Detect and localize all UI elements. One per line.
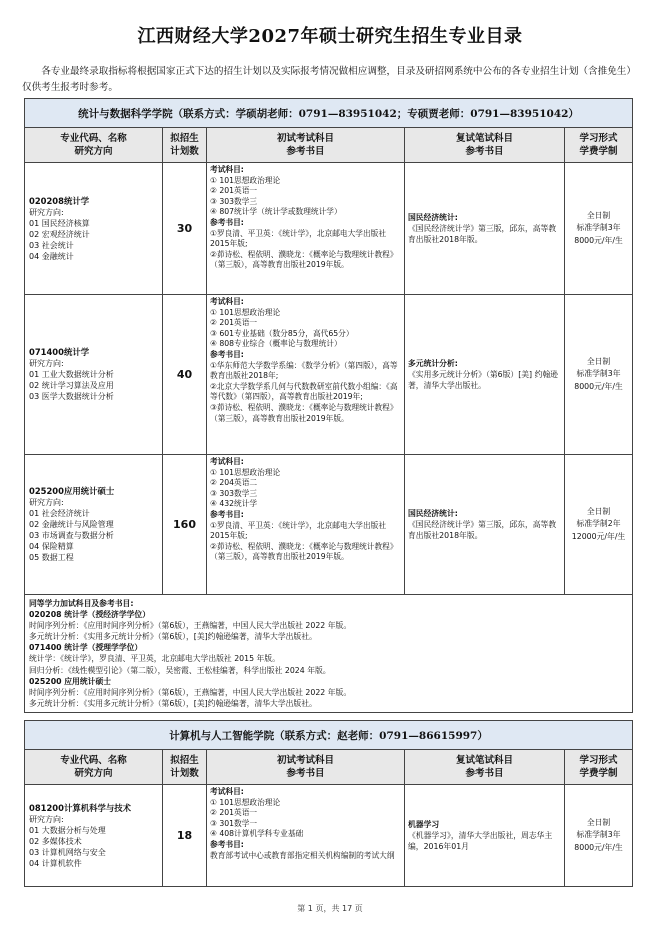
header-form: 学习形式 学费学制 [565,128,633,163]
table-row [25,295,633,455]
exam-cell: 考试科目: ① 101思想政治理论 ② 201英语一 ③ 601专业基础（数分85分，高代65分） ④ 808专业综合（概率论与数理统计） 参考书目: ①华东师范大学数学系编：《数学分析》（第四版），高等教育出版社2018年; ②北京大学数学系几何与代数教研室前代数小组编：《高等代数》（第四版），高等教育出版社2019年; ③茆诗松、程依明、濮晓龙：《概率论与数理统计教程》（第三版），高等教育出版社2019年版。 [207,295,405,455]
header-plan: 拟招生 计划数 [163,750,207,785]
exam-cell: 考试科目: ① 101思想政治理论 ② 204英语二 ③ 303数学三 ④ 432统计学 参考书目: ①罗良清、平卫英：《统计学》，北京邮电大学出版社2015年版; ②茆诗松、程依明、濮晓龙：《概率论与数理统计教程》（第三版），高等教育出版社2019年版。 [207,455,405,595]
header-exam: 初试考试科目 参考书目 [207,750,405,785]
equivalent-notes: 同等学力加试科目及参考书目: 020208 统计学（授经济学学位） 时间序列分析：《应用时间序列分析》（第6版），王燕编著，中国人民大学出版社 2022 年版。 多元统计分析：《实用多元统计分析》（第6版），[美]约翰逊编著，清华大学出版社。 071400 统计学（授理学学位） 统计学：《统计学》，罗良清、平卫英，北京邮电大学出版社 2015 年版。 回归分析：《线性模型引论》（第二版），吴密霞、王松桂编著，科学出版社 2024 年版。 025200 应用统计硕士 时间序列分析：《应用时间序列分析》（第6版），王燕编著，中国人民大学出版社 2022 年版。 多元统计分析：《实用多元统计分析》（第6版），[美]约翰逊编著，清华大学出版社。 [25,595,633,713]
plan-count: 160 [163,455,207,595]
exam-cell: 考试科目: ① 101思想政治理论 ② 201英语一 ③ 303数学三 ④ 807统计学（统计学或数理统计学） 参考书目: ①罗良清、平卫英：《统计学》，北京邮电大学出版社2015年版; ②茆诗松、程依明、濮晓龙：《概率论与数理统计教程》（第三版），高等教育出版社2019年版。 [207,163,405,295]
header-retest: 复试笔试科目 参考书目 [405,750,565,785]
major-cell: 071400统计学 研究方向: 01 工业大数据统计分析 02 统计学习算法及应用 03 医学大数据统计分析 [25,295,163,455]
plan-count: 30 [163,163,207,295]
major-cell: 081200计算机科学与技术 研究方向: 01 大数据分析与处理 02 多媒体技术 03 计算机网络与安全 04 计算机软件 [25,785,163,887]
section-table-statistics [24,98,633,713]
header-exam: 初试考试科目 参考书目 [207,128,405,163]
major-cell: 025200应用统计硕士 研究方向: 01 社会经济统计 02 金融统计与风险管理 03 市场调查与数据分析 04 保险精算 05 数据工程 [25,455,163,595]
study-form-cell: 全日制 标准学制3年 8000元/年/生 [565,163,633,295]
equivalent-notes-row [25,595,633,713]
exam-cell: 考试科目: ① 101思想政治理论 ② 201英语一 ③ 301数学一 ④ 408计算机学科专业基础 参考书目: 教育部考试中心或教育部指定相关机构编制的考试大纲 [207,785,405,887]
header-major: 专业代码、名称 研究方向 [25,750,163,785]
plan-count: 18 [163,785,207,887]
table-row [25,785,633,887]
header-retest: 复试笔试科目 参考书目 [405,128,565,163]
header-plan: 拟招生 计划数 [163,128,207,163]
header-major: 专业代码、名称 研究方向 [25,128,163,163]
study-form-cell: 全日制 标准学制2年 12000元/年/生 [565,455,633,595]
header-form: 学习形式 学费学制 [565,750,633,785]
table-row [25,455,633,595]
page-footer: 第 1 页，共 17 页 [297,904,363,913]
study-form-cell: 全日制 标准学制3年 8000元/年/生 [565,295,633,455]
page-title: 江西财经大学2027年硕士研究生招生专业目录 [137,26,523,47]
major-cell: 020208统计学 研究方向: 01 国民经济核算 02 宏观经济统计 03 社会统计 04 金融统计 [25,163,163,295]
table-row [25,163,633,295]
section-table-computer [24,720,633,887]
section-band-statistics: 统计与数据科学学院（联系方式：学硕胡老师：0791—83951042；专硕贾老师：0791—83951042） [25,99,633,128]
study-form-cell: 全日制 标准学制3年 8000元/年/生 [565,785,633,887]
retest-cell: 机器学习 《机器学习》，清华大学出版社，周志华主编，2016年01月 [405,785,565,887]
retest-cell: 多元统计分析: 《实用多元统计分析》（第6版）[美] 约翰逊著，清华大学出版社。 [405,295,565,455]
intro-paragraph: 各专业最终录取指标将根据国家正式下达的招生计划以及实际报考情况做相应调整，目录及研招网系统中公布的各专业招生计划（含推免生）仅供考生报考时参考。 [22,66,636,93]
section-band-computer: 计算机与人工智能学院（联系方式：赵老师：0791—86615997） [25,721,633,750]
retest-cell: 国民经济统计: 《国民经济统计学》第三版，邱东，高等教育出版社2018年版。 [405,163,565,295]
plan-count: 40 [163,295,207,455]
retest-cell: 国民经济统计: 《国民经济统计学》第三版，邱东，高等教育出版社2018年版。 [405,455,565,595]
